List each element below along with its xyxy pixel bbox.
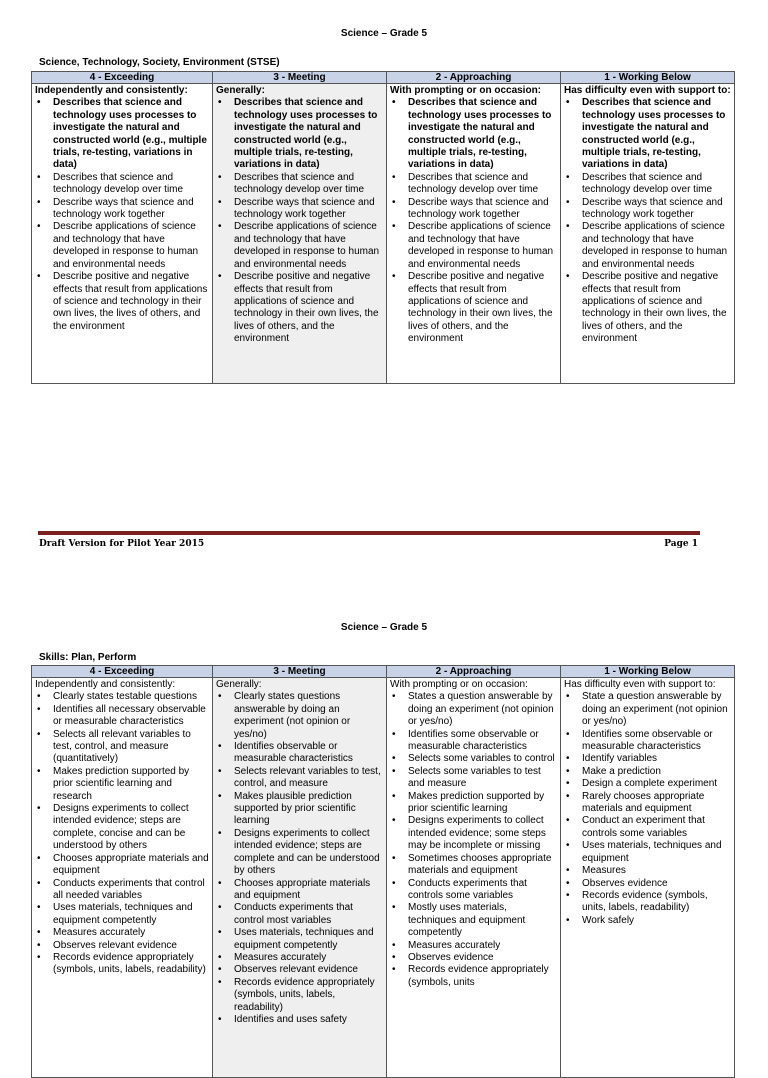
criterion: • Describe applications of science and technology that have developed in response to human and environmental needs — [408, 221, 557, 271]
criterion: • Selects some variables to test and measure — [408, 766, 557, 791]
criterion: • Selects some variables to control — [408, 753, 557, 765]
criterion: • Measures accurately — [234, 952, 383, 964]
criterion: • Makes prediction supported by prior scientific learning and research — [53, 766, 209, 803]
criterion: • Describe applications of science and technology that have developed in response to human and environmental needs — [234, 221, 383, 271]
criterion: • Sometimes chooses appropriate materials and equipment — [408, 853, 557, 878]
criterion: • Identifies and uses safety — [234, 1014, 383, 1026]
criterion: • Observes evidence — [582, 878, 731, 890]
criterion: • Describes that science and technology develop over time — [234, 172, 383, 197]
criterion: • Describe ways that science and technology work together — [408, 197, 557, 222]
criterion: • Mostly uses materials, techniques and equipment competently — [408, 902, 557, 939]
footer-divider — [38, 531, 700, 535]
rubric-table-skills — [31, 665, 735, 1078]
criterion: • Identify variables — [582, 753, 731, 765]
column-header-meeting: 3 - Meeting — [213, 72, 387, 84]
cell-lead: Independently and consistently: — [35, 85, 188, 96]
criteria-list — [35, 691, 209, 976]
criterion: • Work safely — [582, 915, 731, 927]
criterion: • Design a complete experiment — [582, 778, 731, 790]
criterion: • Observes relevant evidence — [234, 964, 383, 976]
section-heading-stse: Science, Technology, Society, Environment (STSE) — [39, 57, 280, 68]
criterion: • Designs experiments to collect intended evidence; some steps may be incomplete or missing — [408, 815, 557, 852]
rubric-cell-approaching — [387, 678, 561, 1078]
criterion: • Describe positive and negative effects that result from applications of science and technology in their own lives, the lives of others, and the environment — [53, 271, 209, 333]
rubric-cell-working-below — [561, 84, 735, 384]
rubric-cell-exceeding — [32, 678, 213, 1078]
criterion: • Rarely chooses appropriate materials and equipment — [582, 791, 731, 816]
criterion: • Selects relevant variables to test, control, and measure — [234, 766, 383, 791]
rubric-cell-meeting — [213, 678, 387, 1078]
cell-lead: Independently and consistently: — [35, 679, 176, 690]
criteria-list — [564, 691, 731, 927]
criterion: • Describes that science and technology uses processes to investigate the natural and constructed world (e.g., multiple trials, re-testing, variations in data) — [53, 97, 209, 171]
criterion: • Records evidence appropriately (symbols, units, labels, readability) — [234, 977, 383, 1014]
criterion: • Conducts experiments that control most variables — [234, 902, 383, 927]
rubric-cell-exceeding — [32, 84, 213, 384]
criterion: • Describe ways that science and technology work together — [582, 197, 731, 222]
criteria-list — [216, 691, 383, 1026]
criterion: • Records evidence appropriately (symbols, units, labels, readability) — [53, 952, 209, 977]
page-title: Science – Grade 5 — [340, 622, 428, 633]
column-header-working-below: 1 - Working Below — [561, 72, 735, 84]
criterion: • Clearly states questions answerable by doing an experiment (not opinion or yes/no) — [234, 691, 383, 741]
rubric-table-stse — [31, 71, 735, 384]
criterion: • Describe positive and negative effects that result from applications of science and technology in their own lives, the lives of others, and the environment — [234, 271, 383, 345]
footer-draft-note: Draft Version for Pilot Year 2015 — [39, 539, 205, 549]
column-header-working-below: 1 - Working Below — [561, 666, 735, 678]
criterion: • Make a prediction — [582, 766, 731, 778]
criterion: • Conducts experiments that control all needed variables — [53, 878, 209, 903]
criterion: • Describe applications of science and technology that have developed in response to human and environmental needs — [582, 221, 731, 271]
criterion: • Identifies observable or measurable characteristics — [234, 741, 383, 766]
criterion: • States a question answerable by doing an experiment (not opinion or yes/no) — [408, 691, 557, 728]
criterion: • Describe ways that science and technology work together — [53, 197, 209, 222]
cell-lead: Has difficulty even with support to: — [564, 85, 731, 96]
criterion: • Conduct an experiment that controls some variables — [582, 815, 731, 840]
page-number: Page 1 — [664, 539, 698, 549]
column-header-approaching: 2 - Approaching — [387, 72, 561, 84]
criteria-list — [390, 97, 557, 345]
cell-lead: Generally: — [216, 85, 265, 96]
column-header-exceeding: 4 - Exceeding — [32, 666, 213, 678]
criterion: • Records evidence appropriately (symbols, units — [408, 964, 557, 989]
criteria-list — [35, 97, 209, 333]
criterion: • Observes relevant evidence — [53, 940, 209, 952]
column-header-approaching: 2 - Approaching — [387, 666, 561, 678]
criterion: • Describe positive and negative effects that result from applications of science and technology in their own lives, the lives of others, and the environment — [408, 271, 557, 345]
section-heading-skills: Skills: Plan, Perform — [39, 652, 137, 663]
criterion: • Describe ways that science and technology work together — [234, 197, 383, 222]
criterion: • Chooses appropriate materials and equipment — [234, 878, 383, 903]
criteria-list — [564, 97, 731, 345]
criterion: • Records evidence (symbols, units, labels, readability) — [582, 890, 731, 915]
criterion: • Identifies some observable or measurable characteristics — [408, 729, 557, 754]
criterion: • Describes that science and technology develop over time — [53, 172, 209, 197]
cell-lead: With prompting or on occasion: — [390, 679, 528, 690]
criterion: • Makes plausible prediction supported by prior scientific learning — [234, 791, 383, 828]
column-header-meeting: 3 - Meeting — [213, 666, 387, 678]
cell-lead: Generally: — [216, 679, 262, 690]
criterion: • Makes prediction supported by prior scientific learning — [408, 791, 557, 816]
criterion: • Identifies some observable or measurable characteristics — [582, 729, 731, 754]
rubric-cell-meeting — [213, 84, 387, 384]
criterion: • Describes that science and technology develop over time — [582, 172, 731, 197]
cell-lead: Has difficulty even with support to: — [564, 679, 716, 690]
criterion: • Clearly states testable questions — [53, 691, 209, 703]
rubric-cell-approaching — [387, 84, 561, 384]
criterion: • Measures accurately — [53, 927, 209, 939]
criteria-list — [216, 97, 383, 345]
page-title: Science – Grade 5 — [340, 28, 428, 39]
criterion: • Describes that science and technology uses processes to investigate the natural and constructed world (e.g., multiple trials, re-testing, variations in data) — [582, 97, 731, 171]
criterion: • Describe applications of science and technology that have developed in response to human and environmental needs — [53, 221, 209, 271]
criterion: • Measures — [582, 865, 731, 877]
criterion: • Selects all relevant variables to test, control, and measure (quantitatively) — [53, 729, 209, 766]
criterion: • Observes evidence — [408, 952, 557, 964]
criterion: • Uses materials, techniques and equipment competently — [53, 902, 209, 927]
criterion: • Designs experiments to collect intended evidence; steps are complete, concise and can be understood by others — [53, 803, 209, 853]
criterion: • Conducts experiments that controls some variables — [408, 878, 557, 903]
criterion: • Uses materials, techniques and equipment — [582, 840, 731, 865]
column-header-exceeding: 4 - Exceeding — [32, 72, 213, 84]
criterion: • Identifies all necessary observable or measurable characteristics — [53, 704, 209, 729]
criterion: • Measures accurately — [408, 940, 557, 952]
criteria-list — [390, 691, 557, 989]
rubric-cell-working-below — [561, 678, 735, 1078]
criterion: • Describes that science and technology uses processes to investigate the natural and constructed world (e.g., multiple trials, re-testing, variations in data) — [234, 97, 383, 171]
cell-lead: With prompting or on occasion: — [390, 85, 542, 96]
criterion: • Designs experiments to collect intended evidence; steps are complete and can be understood by others — [234, 828, 383, 878]
criterion: • Uses materials, techniques and equipment competently — [234, 927, 383, 952]
criterion: • Chooses appropriate materials and equipment — [53, 853, 209, 878]
criterion: • Describes that science and technology uses processes to investigate the natural and constructed world (e.g., multiple trials, re-testing, variations in data) — [408, 97, 557, 171]
criterion: • Describe positive and negative effects that result from applications of science and technology in their own lives, the lives of others, and the environment — [582, 271, 731, 345]
criterion: • State a question answerable by doing an experiment (not opinion or yes/no) — [582, 691, 731, 728]
criterion: • Describes that science and technology develop over time — [408, 172, 557, 197]
